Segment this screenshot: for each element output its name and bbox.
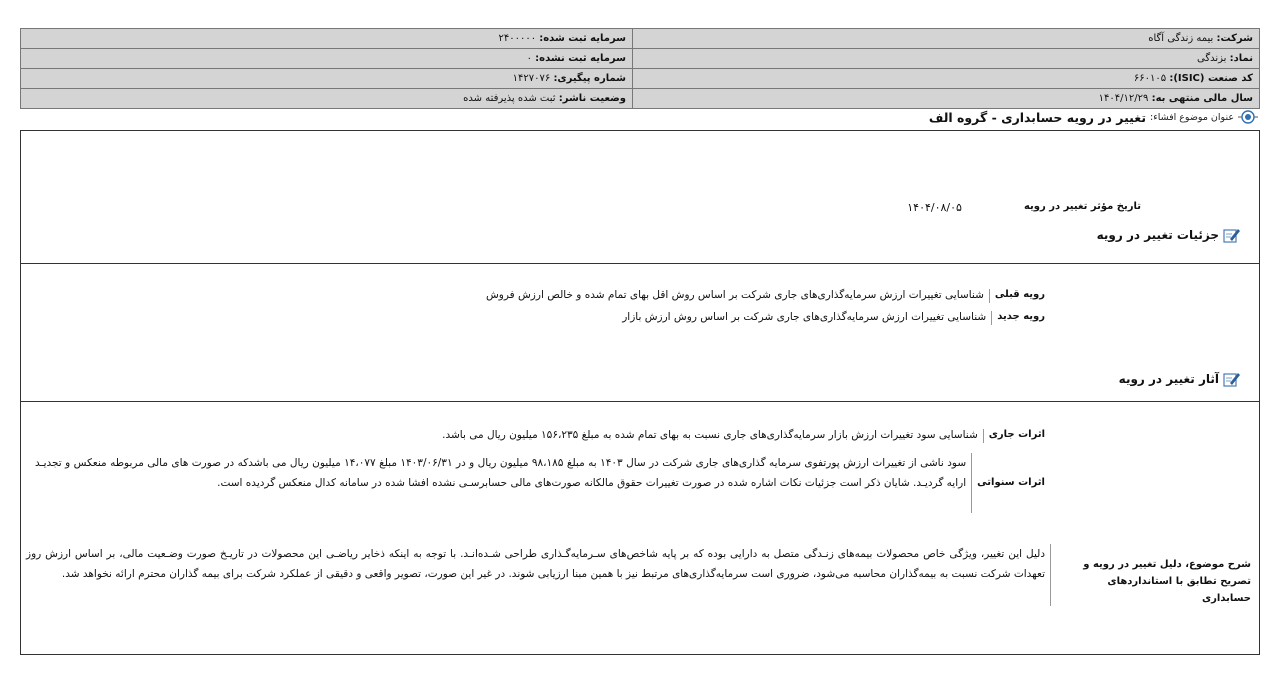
effective-date-value: ۱۴۰۴/۰۸/۰۵ [907,201,962,214]
symbol-cell: نماد: بزندگی [633,49,1260,69]
label-separator [989,289,990,303]
new-procedure-row [622,311,1045,325]
description-value: دلیل این تغییر، ویژگی خاص محصولات بیمه‌های زنـدگی متصل به دارایی بوده که بر پایه شاخص‌های سـرمایه‌گـذاری طراحی شـده‌انـد. با توجه به اینکه ذخایر ریاضـی این محصولات در تاریـخ صورت وضـعیت مالی، بر اساس ارزش روز تعهدات شرکت نسبت به بیمه‌گذاران محاسبه می‌شود، ضروری است سرمایه‌گذاری‌های مرتبط نیز با همین مبنا ارزیابی شوند. در غیر این صورت، تصویر واقعی و دقیقی از عملکرد شرکت برای بیمه گذاران محترم ارائه نخواهد شد. [26,548,1045,580]
info-row [21,69,1260,89]
subject-line [929,107,1258,127]
divider [21,263,1259,264]
new-procedure-label: رویه جدید [997,311,1045,322]
label-separator [983,429,984,443]
effects-heading-text: آثار تغییر در رویه [1118,372,1219,386]
tracking-number-cell: شماره پیگیری: ۱۴۲۷۰۷۶ [21,69,633,89]
current-effects-value: شناسایی سود تغییرات ارزش بازار سرمایه‌گذاری‌های جاری نسبت به بهای تمام شده به مبلغ ۱۵۶،۲۳۵ میلیون ریال می باشد. [442,429,978,441]
info-row [21,49,1260,69]
previous-procedure-value: شناسایی تغییرات ارزش سرمایه‌گذاری‌های جاری شرکت بر اساس روش اقل بهای تمام شده و خالص ارزش فروش [485,289,984,301]
disclosure-panel [20,130,1260,655]
previous-procedure-label: رویه قبلی [994,289,1045,300]
company-info-table [20,28,1260,109]
subject-title: تغییر در رویه حسابداری - گروه الف [928,109,1147,125]
radio-target-icon [1238,108,1258,126]
edit-note-icon [1223,227,1241,243]
isic-cell: کد صنعت (ISIC): ۶۶۰۱۰۵ [633,69,1260,89]
edit-note-icon [1223,371,1241,387]
publisher-status-cell: وضعیت ناشر: ثبت شده پذیرفته شده [21,89,633,109]
effective-date-label: تاریخ مؤثر تغییر در رویه [1023,201,1141,212]
description-label: شرح موضوع، دلیل تغییر در رویه و تصریح تطابق با استانداردهای حسابداری [1083,559,1251,604]
label-separator [971,453,972,513]
effective-date-row [907,201,1141,214]
unregistered-capital-cell: سرمایه ثبت نشده: ۰ [21,49,633,69]
registered-capital-cell: سرمایه ثبت شده: ۲۴۰۰۰۰۰ [21,29,633,49]
current-effects-label: اثرات جاری [988,429,1045,440]
prior-effects-row [35,453,1045,513]
prior-effects-label: اثرات سنواتی [977,477,1045,488]
subject-label: عنوان موضوع افشاء: [1150,111,1234,123]
effects-heading [1119,371,1241,387]
new-procedure-value: شناسایی تغییرات ارزش سرمایه‌گذاری‌های جاری شرکت بر اساس روش ارزش بازار [622,311,987,323]
company-cell: شرکت: بیمه زندگی آگاه [633,29,1260,49]
details-heading-text: جزئیات تغییر در رویه [1096,228,1219,242]
current-effects-row [442,429,1045,443]
info-row [21,29,1260,49]
label-separator [1050,544,1051,606]
fiscal-year-cell: سال مالی منتهی به: ۱۴۰۴/۱۲/۲۹ [633,89,1260,109]
description-row [26,544,1251,607]
info-row [21,89,1260,109]
prior-effects-value: سود ناشی از تغییرات ارزش پورتفوی سرمایه گذاری‌های جاری شرکت در سال ۱۴۰۳ به مبلغ ۹۸،۱۸۵ میلیون ریال و در ۱۴۰۳/۰۶/۳۱ مبلغ ۱۴،۰۷۷ میلیون ریال می باشدکه در صورت های مالی مربوطه منعکس و تجدیـد ارایه گردیـد. شایان ذکر است جزئیات نکات اشاره شده در صورت تغییرات حقوق مالکانه صورت‌های مالی حسابرسـی نشده افشا شده در سامانه کدال منعکس گردیده است. [35,457,967,489]
previous-procedure-row [486,289,1045,303]
divider [21,401,1259,402]
label-separator [991,311,992,325]
details-heading [1097,227,1241,243]
